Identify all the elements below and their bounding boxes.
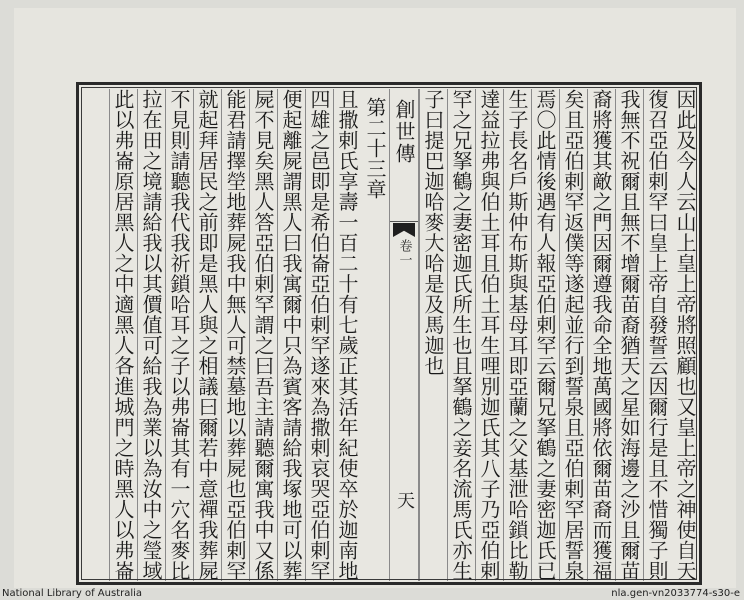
column-text: 四雄之邑即是希伯崙亞伯剌罕遂來為撒剌哀哭亞伯剌罕 [307,89,331,581]
image-identifier: nla.gen-vn2033774-s30-e [611,588,740,599]
text-column [193,89,221,581]
book-title: 創世傳 [392,99,416,165]
text-column [137,89,165,581]
fishtail-mark-icon [393,223,415,237]
column-text: 拉在田之境請給我以其價值可給我為業以為汝中之瑩域 [139,89,163,581]
column-text: 達益拉弗與伯土耳且伯土耳生哩別迦氏其八子乃亞伯剌 [477,89,501,581]
column-text: 不見則請聽我代我祈鎖哈耳之子以弗崙其有一穴名麥比 [167,89,191,581]
text-column [109,89,137,581]
column-text: 因此及今人云山上皇上帝將照顧也又皇上帝之神使自天 [673,89,697,581]
column-text: 便起離屍謂黑人曰我寓爾中只為賓客請給我塚地可以葬 [279,89,303,581]
column-text: 復召亞伯剌罕曰皇上帝自發誓云因爾行是且不惜獨子則 [645,89,669,581]
volume-label: 卷一 [396,239,412,267]
page-number: 天 [394,491,415,509]
center-fold-column [389,89,419,581]
text-column [333,89,361,581]
chapter-heading: 第二十三章 [363,97,387,200]
column-text: 就起拜居民之前即是黑人與之相議曰爾若中意禪我葬屍 [195,89,219,581]
text-column [249,89,277,581]
volume-label-area [390,239,418,267]
column-text: 此以弗崙原居黑人之中適黑人各進城門之時黑人以弗崙 [111,89,135,581]
text-column [221,89,249,581]
text-column [165,89,193,581]
text-column [503,89,531,581]
text-column [475,89,503,581]
text-column [277,89,305,581]
column-text: 屍不見矣黑人答亞伯剌罕謂之曰吾主請聽爾寓我中又係 [251,89,275,581]
column-text: 我無不祝爾且無不增爾苗裔猶天之星如海邊之沙且爾苗 [617,89,641,581]
text-column [615,89,643,581]
column-text: 生子長名戶斯仲布斯與基母耳即亞蘭之父基泄哈鎖比勒 [505,89,529,581]
text-column [559,89,587,581]
column-text: 焉〇此情後遇有人報亞伯剌罕云爾兄拏鶴之妻密迦氏已 [533,89,557,581]
column-text: 能君請擇塋地葬屍我中無人可禁墓地以葬屍也亞伯剌罕 [223,89,247,581]
chapter-heading-column [361,89,389,581]
library-credit: National Library of Australia [2,588,143,599]
text-column [419,89,447,581]
text-column [671,89,699,581]
column-text: 且撒剌氏享壽一百二十有七歲正其活年紀使卒於迦南地 [335,89,359,581]
column-text: 罕之兄拏鶴之妻密迦氏所生也且拏鶴之妾名流馬氏亦生 [449,89,473,581]
text-frame [76,82,702,585]
text-column [587,89,615,581]
text-column [305,89,333,581]
column-text: 子曰提巴迦哈麥大哈是及馬迦也 [421,89,445,376]
text-column [447,89,475,581]
text-column [643,89,671,581]
text-column [531,89,559,581]
column-text: 裔將獲其敵之門因爾遵我命全地萬國將依爾苗裔而獲福 [589,89,613,581]
page-number-area [390,491,418,509]
column-text: 矣且亞伯剌罕返僕等遂起並行到誓泉且亞伯剌罕居誓泉 [561,89,585,581]
scanned-page [14,8,736,588]
book-title-area [390,89,418,222]
